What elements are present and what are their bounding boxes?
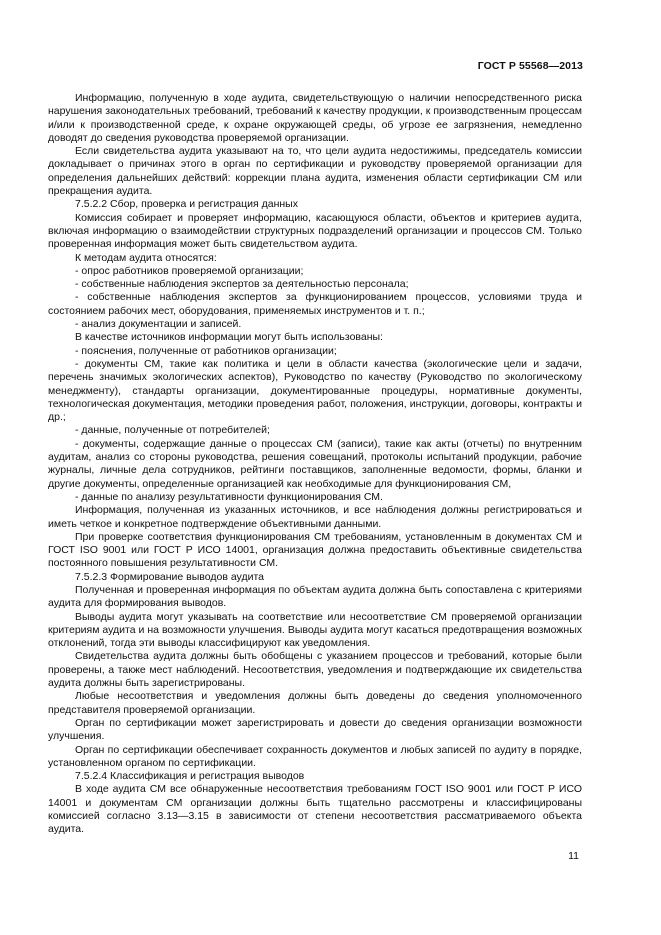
- paragraph: Информацию, полученную в ходе аудита, свидетельствующую о наличии непосредственного риска нарушения законодательных требований, требований к качеству продукции, к производственным процессам и/или к производственной среде, к охране окружающей среды, об угрозе ее загрязнения, немедленно доводят до сведения руководства проверяемой организации.: [48, 92, 582, 144]
- paragraph: Комиссия собирает и проверяет информацию, касающуюся области, объектов и критериев аудита, включая информацию о взаимодействии структурных подразделений организации и процессов СМ. Только проверенная информация может быть свидетельством аудита.: [48, 211, 582, 251]
- list-item: - данные по анализу результативности функционирования СМ.: [75, 490, 383, 503]
- list-item: - собственные наблюдения экспертов за деятельностью персонала;: [75, 278, 409, 291]
- list-item: - документы, содержащие данные о процессах СМ (записи), такие как акты (отчеты) по внутренним аудитам, анализ со стороны руководства, решения совещаний, протоколы испытаний продукции, рабочие журналы, личные дела сотрудников, рейтинги поставщиков, заполненные ведомости, формы, бланки и другие документы, определенные организацией как необходимые для функционирования СМ,: [48, 437, 582, 490]
- paragraph: Любые несоответствия и уведомления должны быть доведены до сведения уполномоченного представителя проверяемой организации.: [48, 690, 582, 716]
- document-code: ГОСТ Р 55568—2013: [477, 60, 583, 72]
- section-heading: 7.5.2.4 Классификация и регистрация выводов: [75, 770, 305, 783]
- paragraph: В качестве источников информации могут быть использованы:: [75, 331, 383, 344]
- paragraph: Полученная и проверенная информация по объектам аудита должна быть сопоставлена с критериями аудита для формирования выводов.: [48, 583, 582, 610]
- paragraph: Свидетельства аудита должны быть обобщены с указанием процессов и требований, которые были проверены, а также мест наблюдений. Несоответствия, уведомления и подтверждающие их свидетельства аудита должны быть зарегистрированы.: [48, 650, 582, 690]
- list-item: - опрос работников проверяемой организации;: [75, 264, 304, 277]
- section-heading: 7.5.2.3 Формирование выводов аудита: [75, 570, 264, 583]
- paragraph: Орган по сертификации обеспечивает сохранность документов и любых записей по аудиту в порядке, установленном органом по сертификации.: [48, 743, 582, 769]
- list-item: - пояснения, полученные от работников организации;: [75, 344, 337, 357]
- paragraph: Информация, полученная из указанных источников, и все наблюдения должны регистрироваться и иметь четкое и конкретное подтверждение объективными данными.: [48, 504, 582, 530]
- document-body: [48, 92, 582, 837]
- list-item: - анализ документации и записей.: [75, 318, 242, 331]
- list-item: - документы СМ, такие как политика и цели в области качества (экологические цели и задачи, перечень значимых экологических аспектов), Руководство по качеству (Руководство по экологическому менеджменту), стандарты организации, документированные процедуры, нормативные документы, технологическая документация, методики проведения работ, положения, инструкции, договоры, контракты и др.;: [48, 357, 582, 424]
- paragraph: В ходе аудита СМ все обнаруженные несоответствия требованиям ГОСТ ISO 9001 или ГОСТ Р ИСО 14001 и документам СМ организации должны быть тщательно рассмотрены и классифицированы комиссией согласно 3.13—3.15 в зависимости от степени несоответствия рассматриваемого объекта аудита.: [48, 783, 582, 836]
- paragraph: Выводы аудита могут указывать на соответствие или несоответствие СМ проверяемой организации критериям аудита и на возможности улучшения. Выводы аудита могут касаться предотвращения возможных отклонений, тогда эти выводы классифицируют как уведомления.: [48, 610, 582, 650]
- list-item: - данные, полученные от потребителей;: [75, 424, 270, 437]
- list-item: - собственные наблюдения экспертов за функционированием процессов, условиями труда и состоянием рабочих мест, оборудования, применяемых инструментов и т. п.;: [48, 291, 582, 317]
- page-number: 11: [568, 850, 579, 862]
- section-heading: 7.5.2.2 Сбор, проверка и регистрация данных: [75, 198, 298, 211]
- paragraph: К методам аудита относятся:: [75, 251, 217, 264]
- paragraph: Если свидетельства аудита указывают на то, что цели аудита недостижимы, председатель комиссии докладывает о причинах этого в орган по сертификации и руководству проверяемой организации для определения дальнейших действий: коррекции плана аудита, изменения области сертификации СМ или прекращения аудита.: [48, 145, 582, 198]
- paragraph: Орган по сертификации может зарегистрировать и довести до сведения организации возможности улучшения.: [48, 716, 582, 743]
- paragraph: При проверке соответствия функционирования СМ требованиям, установленным в документах СМ и ГОСТ ISO 9001 или ГОСТ Р ИСО 14001, организация должна предоставить объективные свидетельства постоянного повышения результативности СМ.: [48, 530, 582, 570]
